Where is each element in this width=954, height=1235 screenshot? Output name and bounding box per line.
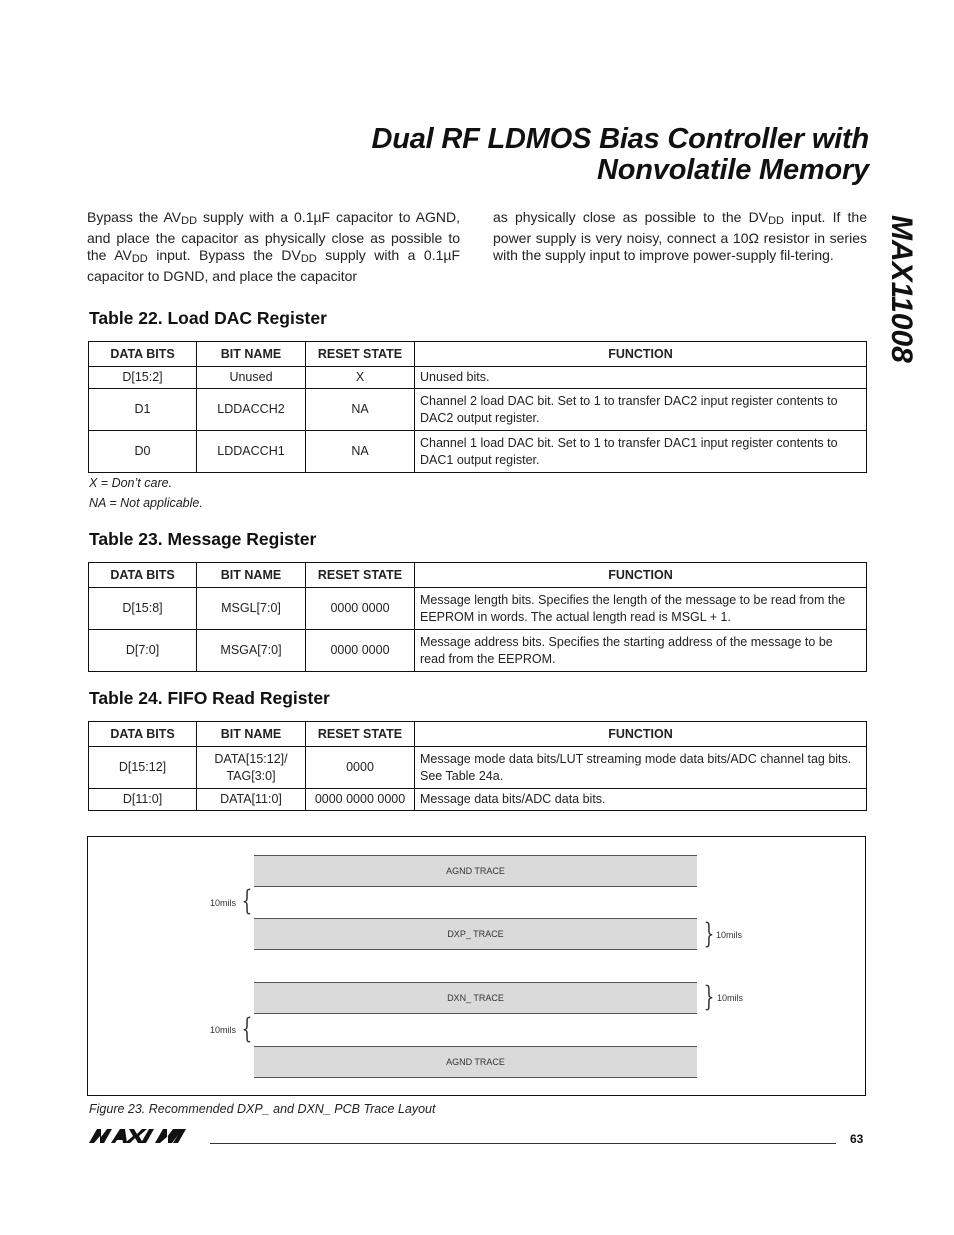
header-data-bits: DATA BITS	[89, 563, 197, 588]
header-bit-name: BIT NAME	[197, 563, 306, 588]
table-header-row	[89, 563, 867, 588]
cell-function: Channel 1 load DAC bit. Set to 1 to transfer DAC1 input register contents to DAC1 output register.	[415, 431, 867, 473]
cell-reset-state: NA	[306, 389, 415, 431]
header-data-bits: DATA BITS	[89, 342, 197, 367]
table24-title: Table 24. FIFO Read Register	[89, 688, 330, 708]
cell-bit-name: MSGA[7:0]	[197, 630, 306, 672]
cell-data-bits: D[11:0]	[89, 789, 197, 811]
body-paragraph-left: Bypass the $AV_{DD}$ supply with a 0.1µF capacitor to AGND, and place the capacitor as physically close as possible to the $AV_{DD}$ input. Bypass the $DV_{DD}$ supply with a 0.1µF capacitor to DGND, and place the capacitor	[87, 209, 461, 284]
cell-function: Message length bits. Specifies the length of the message to be read from the EEPROM in words. The actual length read is MSGL + 1.	[415, 588, 867, 630]
cell-data-bits: D[15:2]	[89, 367, 197, 389]
footer-divider	[210, 1143, 836, 1144]
left-brace-icon: {	[241, 1012, 253, 1045]
maxim-logo-icon	[87, 1128, 199, 1144]
table-row	[89, 367, 867, 389]
spacing-label: 10mils	[210, 1025, 237, 1035]
table22-load-dac-register	[88, 341, 867, 473]
dxp-trace: DXP_ TRACE	[254, 918, 697, 950]
spacing-label: 10mils	[717, 993, 744, 1003]
header-data-bits: DATA BITS	[89, 722, 197, 747]
body-column-right	[493, 209, 867, 264]
right-brace-icon: }	[703, 917, 715, 950]
cell-bit-name: MSGL[7:0]	[197, 588, 306, 630]
cell-reset-state: X	[306, 367, 415, 389]
cell-function: Channel 2 load DAC bit. Set to 1 to transfer DAC2 input register contents to DAC2 output register.	[415, 389, 867, 431]
cell-data-bits: D[7:0]	[89, 630, 197, 672]
agnd-trace-bottom: AGND TRACE	[254, 1046, 697, 1078]
cell-reset-state: 0000	[306, 747, 415, 789]
body-column-left	[87, 209, 460, 285]
cell-reset-state: 0000 0000	[306, 630, 415, 672]
table-row	[89, 747, 867, 789]
cell-data-bits: D1	[89, 389, 197, 431]
cell-bit-name: LDDACCH1	[197, 431, 306, 473]
header-function: FUNCTION	[415, 722, 867, 747]
page-number: 63	[850, 1132, 864, 1146]
cell-data-bits: D[15:12]	[89, 747, 197, 789]
cell-bit-name: Unused	[197, 367, 306, 389]
table22-title: Table 22. Load DAC Register	[89, 308, 327, 328]
agnd-trace-top: AGND TRACE	[254, 855, 697, 887]
spacing-label: 10mils	[210, 898, 237, 908]
left-brace-icon: {	[241, 884, 253, 917]
header-reset-state: RESET STATE	[306, 342, 415, 367]
header-reset-state: RESET STATE	[306, 722, 415, 747]
table23-message-register	[88, 562, 867, 672]
maxim-logo	[87, 1128, 199, 1149]
table-header-row	[89, 722, 867, 747]
table-row	[89, 389, 867, 431]
dxn-trace: DXN_ TRACE	[254, 982, 697, 1014]
cell-data-bits: D[15:8]	[89, 588, 197, 630]
table24-fifo-read-register	[88, 721, 867, 811]
header-function: FUNCTION	[415, 342, 867, 367]
table-row	[89, 630, 867, 672]
table-row	[89, 789, 867, 811]
cell-bit-name: LDDACCH2	[197, 389, 306, 431]
cell-reset-state: 0000 0000 0000	[306, 789, 415, 811]
cell-bit-name: DATA[15:12]/ TAG[3:0]	[197, 747, 306, 789]
cell-reset-state: NA	[306, 431, 415, 473]
table22-note-dont-care: X = Don’t care.	[89, 476, 173, 490]
cell-reset-state: 0000 0000	[306, 588, 415, 630]
part-number-side-label	[878, 215, 918, 395]
cell-bit-name: DATA[11:0]	[197, 789, 306, 811]
cell-function: Unused bits.	[415, 367, 867, 389]
title-line-2: Nonvolatile Memory	[597, 154, 869, 186]
spacing-label: 10mils	[716, 930, 743, 940]
body-paragraph-right: as physically close as possible to the $DV_{DD}$ input. If the power supply is very noisy, connect a 10Ω resistor in series with the supply input to improve power-supply fil-tering.	[493, 209, 867, 263]
cell-function: Message address bits. Specifies the starting address of the message to be read from the EEPROM.	[415, 630, 867, 672]
table-row	[89, 431, 867, 473]
header-bit-name: BIT NAME	[197, 722, 306, 747]
table22-note-not-applicable: NA = Not applicable.	[89, 496, 203, 510]
header-bit-name: BIT NAME	[197, 342, 306, 367]
header-function: FUNCTION	[415, 563, 867, 588]
figure-caption: Figure 23. Recommended DXP_ and DXN_ PCB Trace Layout	[89, 1102, 436, 1116]
table23-title: Table 23. Message Register	[89, 529, 317, 549]
cell-function: Message data bits/ADC data bits.	[415, 789, 867, 811]
page-title	[169, 124, 869, 186]
right-brace-icon: }	[703, 980, 715, 1013]
title-line-1: Dual RF LDMOS Bias Controller with	[371, 123, 869, 155]
table-header-row	[89, 342, 867, 367]
cell-data-bits: D0	[89, 431, 197, 473]
header-reset-state: RESET STATE	[306, 563, 415, 588]
part-number: MAX11008	[885, 215, 918, 363]
cell-function: Message mode data bits/LUT streaming mode data bits/ADC channel tag bits. See Table 24a.	[415, 747, 867, 789]
table-row	[89, 588, 867, 630]
